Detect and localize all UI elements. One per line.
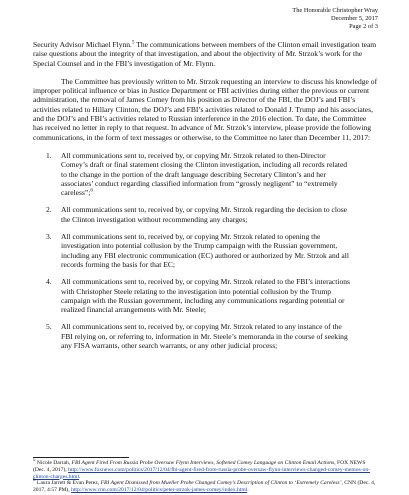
footnote-author: Laura Jarrett & Evan Perez, bbox=[35, 480, 101, 487]
footnote-5 bbox=[33, 460, 378, 480]
footnote-6 bbox=[33, 480, 378, 494]
list-item-text: All communications sent to, received by, or copying Mr. Strzok related to opening the investigation into potential collusion by the Trump campaign with the Russian government, including any FBI electronic communication (EC) authored or authorized by Mr. Strzok and all records forming the basis for that EC; bbox=[61, 232, 349, 269]
footnote-ref-5[interactable]: 5 bbox=[131, 40, 135, 46]
list-item-text: All communications sent to, received by, or copying Mr. Strzok related to any instance of the FBI relying on, or referring to, information in Mr. Steele’s memoranda in the course of seeking any FISA warrants, other search warrants, or any other judicial process; bbox=[61, 322, 348, 351]
list-item-text: All communications sent to, received by, or copying Mr. Strzok related to the FBI’s interactions with Christopher Steele relating to the investigation into potential collusion by the Trump campaign with the Russian government, including any communications regarding potential or realized financial arrangements with Mr. Steele; bbox=[61, 277, 350, 315]
intro-text-a: Security Advisor Michael Flynn. bbox=[33, 40, 132, 49]
footnote-author: Nicole Darrah, bbox=[35, 460, 72, 466]
intro-text-b: The communications between members of the Clinton email investigation team raise questions about the integrity of that investigation, and about the objectivity of Mr. Strzok’s work for the Special Counsel and in the FBI’s investigation of Mr. Flynn. bbox=[33, 40, 377, 68]
page-header bbox=[292, 7, 378, 31]
header-date: December 5, 2017 bbox=[330, 15, 378, 23]
list-item-text: All communications sent to, received by, or copying Mr. Strzok regarding the decision to close the Clinton investigation without recommending any charges; bbox=[61, 205, 348, 224]
letter-body bbox=[33, 40, 378, 358]
header-page-number: Page 2 of 3 bbox=[349, 23, 378, 31]
request-list bbox=[33, 151, 378, 350]
list-item-text bbox=[61, 151, 378, 197]
list-item-body: All communications sent to, received by, or copying Mr. Strzok related to then-Director Comey’s draft or final statement closing the Clinton investigation, including all records related to the change in the portion of the draft language describing Secretary Clinton’s and her associates’ conduct regarding classified information from “grossly negligent” to “extremely careless”; bbox=[61, 150, 348, 198]
list-item bbox=[33, 151, 378, 197]
list-item bbox=[33, 322, 378, 350]
list-item bbox=[33, 232, 378, 269]
footnote-publication: , CNN (Dec. 4, 2017, 4:57 PM), bbox=[33, 480, 376, 494]
footnote-publication: , FOX NEWS (Dec. 4, 2017), bbox=[33, 460, 366, 473]
list-item-number: 2. bbox=[46, 205, 52, 215]
footnote-title: FBI Agent Dismissed from Mueller Probe Changed Comey’s Description of Clinton to ‘Extremely Careless’ bbox=[100, 480, 342, 487]
footnote-title: FBI Agent Fired From Russia Probe Oversaw Flynn Interviews, Softened Comey Language on Clinton Email Actions bbox=[71, 460, 335, 466]
list-item-number: 4. bbox=[46, 277, 52, 287]
footnote-mark: 6 bbox=[33, 478, 36, 484]
footnote-ref-6[interactable]: 6 bbox=[90, 188, 93, 194]
footnote-link[interactable]: http://www.foxnews.com/politics/2017/12/04/fbi-agent-fired-from-russia-probe-oversaw-flynn-interviews-changed-comey-memos-on-clinton-charges.html bbox=[33, 466, 371, 480]
list-item-number: 1. bbox=[46, 150, 52, 160]
request-paragraph: The Committee has previously written to Mr. Strzok requesting an interview to discuss his knowledge of improper political influence or bias in Justice Department or FBI activities during either the previous or current administration, the removal of James Comey from his position as Director of the FBI, the DOJ’s and FBI’s activities related to Hillary Clinton, the DOJ’s and FBI’s activities related to Donald J. Trump and his associates, and the DOJ’s and FBI’s activities related to Russian interference in the 2016 election. To date, the Committee has received no letter in reply to that request. In advance of Mr. Strzok’s interview, please provide the following communications, in the form of text messages or otherwise, to the Committee no later than December 11, 2017: bbox=[33, 76, 378, 142]
footnote-divider bbox=[33, 457, 129, 458]
list-item bbox=[33, 277, 378, 314]
footnote-mark: 5 bbox=[33, 458, 36, 464]
list-item-number: 5. bbox=[46, 322, 52, 332]
footnote-end: . bbox=[79, 473, 81, 480]
list-item bbox=[33, 205, 378, 224]
footnotes bbox=[33, 460, 378, 494]
footnote-end: . bbox=[247, 487, 249, 494]
intro-paragraph bbox=[33, 40, 378, 68]
list-item-number: 3. bbox=[46, 232, 52, 242]
footnote-link[interactable]: http://www.cnn.com/2017/12/04/politics/peter-strzok-james-comey/index.html bbox=[71, 487, 248, 494]
header-recipient: The Honorable Christopher Wray bbox=[292, 7, 378, 14]
